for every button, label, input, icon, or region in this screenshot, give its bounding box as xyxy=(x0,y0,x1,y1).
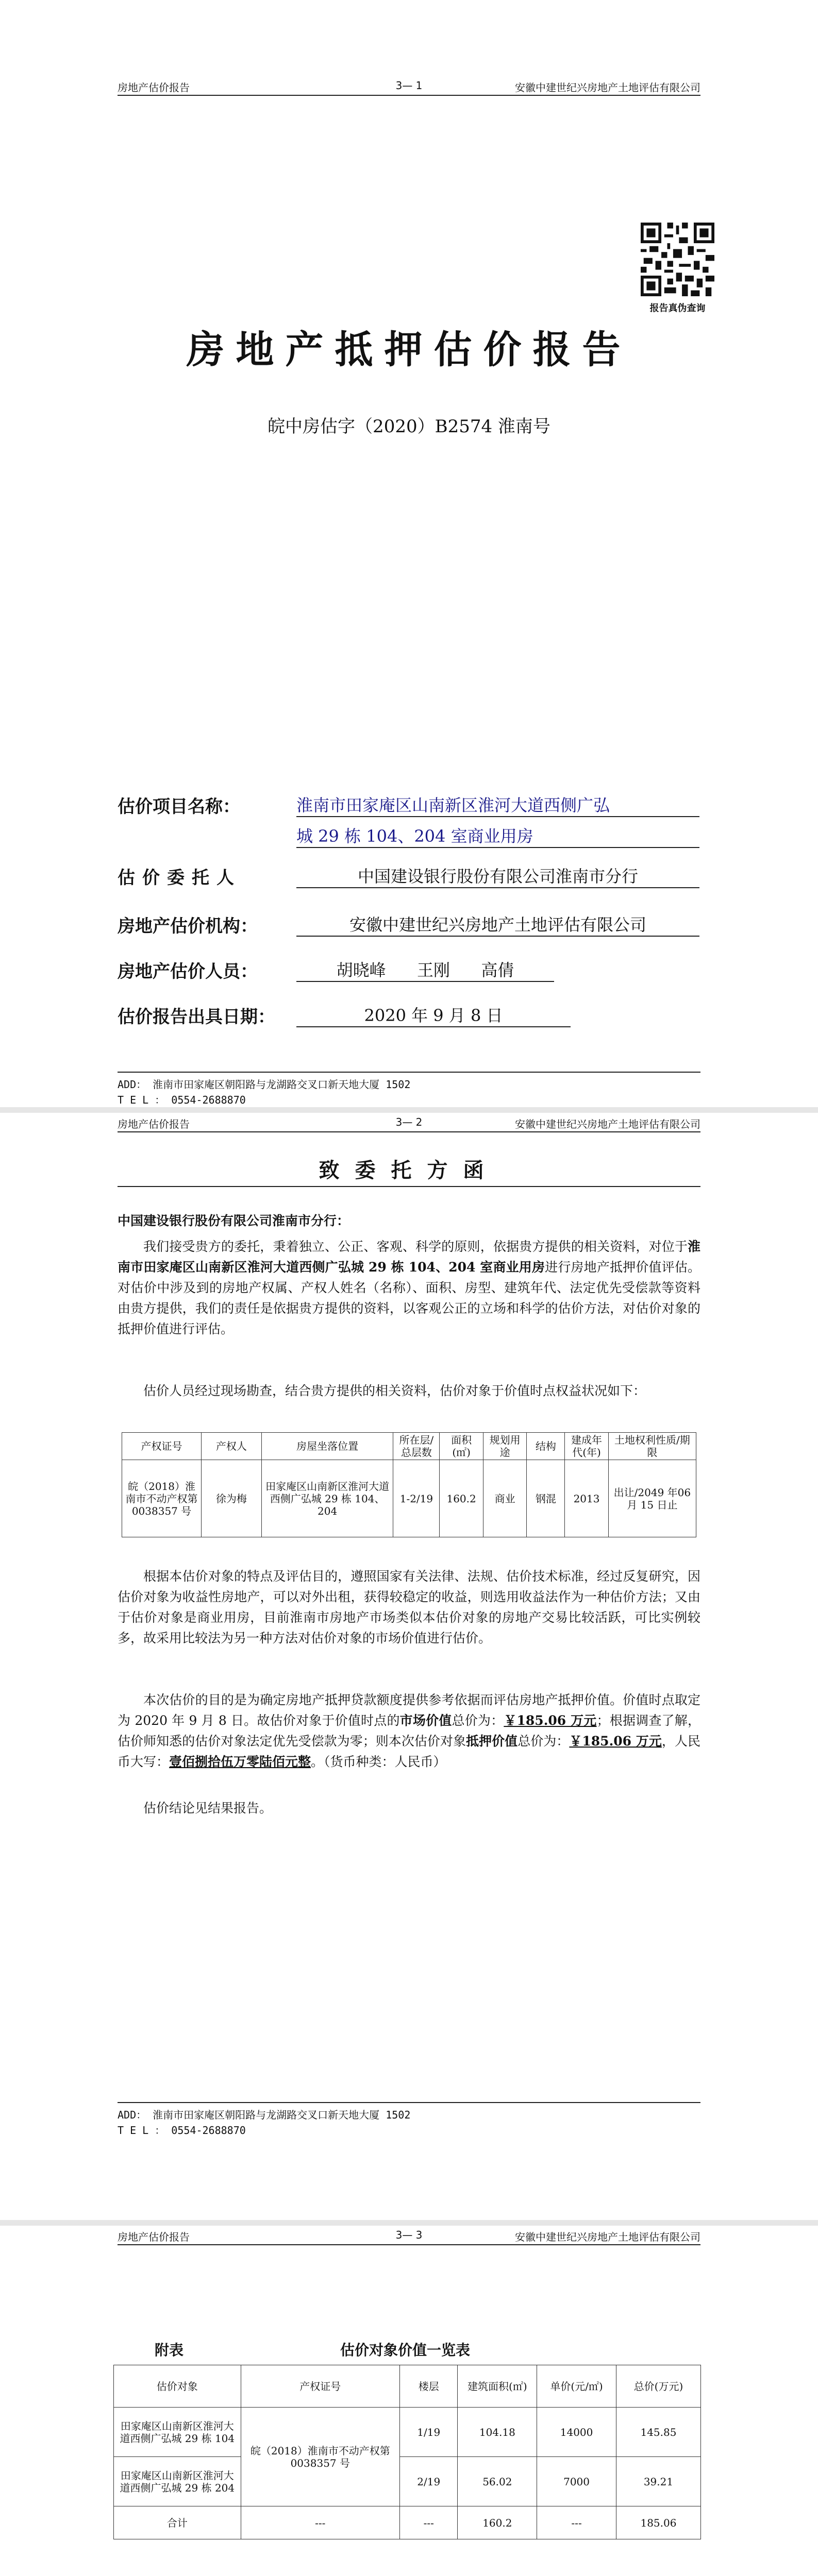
header-right: 安徽中建世纪兴房地产土地评估有限公司 xyxy=(515,1118,700,1130)
table-cell: 商业 xyxy=(483,1460,527,1537)
table-cell: 田家庵区山南新区淮河大道西侧广弘城 29 栋 204 xyxy=(114,2457,241,2506)
project-value-line2: 城 29 栋 104、204 室商业用房 xyxy=(296,823,699,848)
table-cell: 徐为梅 xyxy=(202,1460,262,1537)
running-header xyxy=(118,1116,700,1132)
letter-paragraph-5: 估价结论见结果报告。 xyxy=(143,1801,273,1816)
table-cell: 皖（2018）淮南市不动产权第 0038357 号 xyxy=(241,2408,399,2506)
column-header: 建筑面积(㎡) xyxy=(458,2365,537,2408)
table-cell: 2013 xyxy=(565,1460,609,1537)
table-cell: 104.18 xyxy=(458,2408,537,2457)
qr-code-icon[interactable] xyxy=(641,223,714,296)
letter-recipient: 中国建设银行股份有限公司淮南市分行： xyxy=(118,1213,350,1228)
table-cell: 1-2/19 xyxy=(393,1460,440,1537)
table-cell: 合计 xyxy=(114,2506,241,2539)
page-footer xyxy=(118,2102,700,2138)
paragraph-text: 进行房地产抵押价值评估。对估价中涉及到的房地产权属、产权人姓名（名称）、面积、房型、建筑年代、法定优先受偿款等资料由贵方提供，我们的责任是依据贵方提供的资料，以客观公正的立场和科学的估价方法，对估价对象的抵押价值进行评估。 xyxy=(118,1260,700,1336)
page-letter xyxy=(0,1113,818,2220)
paragraph-text: 本次估价的目的是为确定房地产抵押贷款额度提供参考依据而评估房地产抵押价值。价值时点取定为 2020 年 9 月 8 日。故估价对象于价值时点的 xyxy=(118,1692,700,1728)
table-cell: --- xyxy=(537,2506,616,2539)
table-cell: 39.21 xyxy=(616,2457,700,2506)
table-row xyxy=(122,1460,696,1537)
page-cover xyxy=(0,0,818,1107)
project-row xyxy=(118,792,240,818)
summary-table-title: 估价对象价值一览表 xyxy=(340,2342,471,2359)
mortgage-value-label: 抵押价值 xyxy=(466,1734,518,1749)
footer-address: ADD： 淮南市田家庵区朝阳路与龙湖路交叉口新天地大厦 1502 xyxy=(118,2109,411,2121)
project-label: 估价项目名称： xyxy=(118,796,240,817)
letter-paragraph-4 xyxy=(118,1690,700,1772)
client-label: 估价委托人 xyxy=(118,868,241,888)
column-header: 估价对象 xyxy=(114,2365,241,2408)
qr-caption: 报告真伪查询 xyxy=(649,303,706,314)
column-header: 房屋坐落位置 xyxy=(261,1433,393,1460)
paragraph-text: 总价为： xyxy=(452,1713,504,1728)
letter-paragraph-3: 根据本估价对象的特点及评估目的，遵照国家有关法律、法规、估价技术标准，经过反复研究，因估价对象为收益性房地产，可以对外出租，获得较稳定的收益，则选用收益法作为一种估价方法；又由于估价对象是商业用房，目前淮南市房地产市场类似本估价对象的房地产交易比较活跃，可比实例较多，故采用比较法为另一种方法对估价对象的市场价值进行估价。 xyxy=(118,1569,700,1646)
date-label: 估价报告出具日期： xyxy=(118,1007,275,1027)
column-header: 单价(元/㎡) xyxy=(537,2365,616,2408)
rights-table xyxy=(122,1432,696,1537)
appraiser-name: 王刚 xyxy=(416,960,450,980)
header-left: 房地产估价报告 xyxy=(118,81,190,94)
table-cell: 14000 xyxy=(537,2408,616,2457)
table-cell: 皖（2018）淮南市不动产权第0038357 号 xyxy=(122,1460,202,1537)
table-header-row xyxy=(114,2365,701,2408)
running-header xyxy=(118,2229,700,2245)
paragraph-text: ；根据调查了解，估价师知悉的估价对象法定优先受偿款为零；则本次估价对象 xyxy=(118,1713,700,1749)
table-cell: 160.2 xyxy=(458,2506,537,2539)
property-address: 淮南市田家庵区山南新区淮河大道西侧广弘城 29 栋 104、204 室商业用房 xyxy=(118,1239,700,1275)
table-cell: 出让/2049 年06 月 15 日止 xyxy=(608,1460,696,1537)
column-header: 楼层 xyxy=(400,2365,458,2408)
page-summary xyxy=(0,2226,818,2576)
header-left: 房地产估价报告 xyxy=(118,2231,190,2243)
footer-address: ADD： 淮南市田家庵区朝阳路与龙湖路交叉口新天地大厦 1502 xyxy=(118,1078,411,1091)
table-cell: 160.2 xyxy=(440,1460,483,1537)
header-right: 安徽中建世纪兴房地产土地评估有限公司 xyxy=(515,81,700,94)
appraiser-name: 高倩 xyxy=(481,960,514,980)
column-header: 结构 xyxy=(527,1433,565,1460)
appendix-label: 附表 xyxy=(155,2342,184,2359)
table-cell: 1/19 xyxy=(400,2408,458,2457)
market-value-amount: ￥185.06 万元 xyxy=(504,1713,597,1728)
paragraph-text: 我们接受贵方的委托，秉着独立、公正、客观、科学的原则，依据贵方提供的相关资料，对位于 xyxy=(143,1239,688,1254)
table-row xyxy=(114,2457,701,2506)
table-cell: 145.85 xyxy=(616,2408,700,2457)
summary-table xyxy=(113,2365,701,2539)
table-cell: 田家庵区山南新区淮河大道西侧广弘城 29 栋 104 xyxy=(114,2408,241,2457)
table-cell: 田家庵区山南新区淮河大道西侧广弘城 29 栋 104、204 xyxy=(261,1460,393,1537)
appraisers-label: 房地产估价人员： xyxy=(118,961,258,982)
column-header: 产权证号 xyxy=(241,2365,399,2408)
letter-paragraph-2: 估价人员经过现场勘查，结合贵方提供的相关资料，估价对象于价值时点权益状况如下： xyxy=(143,1383,646,1398)
table-cell: 2/19 xyxy=(400,2457,458,2506)
report-title: 房地产抵押估价报告 xyxy=(186,328,632,372)
date-value: 2020 年 9 月 8 日 xyxy=(296,1003,571,1027)
table-cell: 7000 xyxy=(537,2457,616,2506)
letter-heading: 致委托方函 xyxy=(319,1158,499,1182)
project-value-line1: 淮南市田家庵区山南新区淮河大道西侧广弘 xyxy=(296,792,699,817)
page-number: 3— 3 xyxy=(395,2229,423,2241)
table-total-row xyxy=(114,2506,701,2539)
table-cell: 56.02 xyxy=(458,2457,537,2506)
table-cell: --- xyxy=(400,2506,458,2539)
paragraph-text: 。（货币种类：人民币） xyxy=(311,1754,446,1769)
paragraph-text: ，人民币大写： xyxy=(118,1734,700,1769)
market-value-label: 市场价值 xyxy=(399,1713,452,1728)
column-header: 产权证号 xyxy=(122,1433,202,1460)
letter-paragraph-1 xyxy=(118,1236,700,1340)
column-header: 总价(万元) xyxy=(616,2365,700,2408)
paragraph-text: 总价为： xyxy=(517,1734,570,1749)
column-header: 面积(㎡) xyxy=(440,1433,483,1460)
table-cell: --- xyxy=(241,2506,399,2539)
footer-tel: T E L ： 0554-2688870 xyxy=(118,2124,246,2137)
header-right: 安徽中建世纪兴房地产土地评估有限公司 xyxy=(515,2231,700,2243)
table-row xyxy=(114,2408,701,2457)
table-cell: 185.06 xyxy=(616,2506,700,2539)
table-cell: 钢混 xyxy=(527,1460,565,1537)
page-footer xyxy=(118,1072,700,1107)
appraisers-value xyxy=(296,957,554,982)
page-number: 3— 2 xyxy=(395,1116,423,1128)
table-header-row xyxy=(122,1433,696,1460)
agency-label: 房地产估价机构： xyxy=(118,916,258,937)
agency-value: 安徽中建世纪兴房地产土地评估有限公司 xyxy=(296,912,699,937)
header-left: 房地产估价报告 xyxy=(118,1118,190,1130)
footer-tel: T E L ： 0554-2688870 xyxy=(118,1094,246,1106)
page-number: 3— 1 xyxy=(395,79,423,92)
column-header: 产权人 xyxy=(202,1433,262,1460)
mortgage-value-amount: ￥185.06 万元 xyxy=(569,1734,662,1749)
appraiser-name: 胡晓峰 xyxy=(336,960,386,980)
mortgage-value-uppercase: 壹佰捌拾伍万零陆佰元整 xyxy=(169,1754,311,1769)
client-value: 中国建设银行股份有限公司淮南市分行 xyxy=(296,863,699,888)
column-header: 规划用途 xyxy=(483,1433,527,1460)
column-header: 所在层/总层数 xyxy=(393,1433,440,1460)
document-number: 皖中房估字（2020）B2574 淮南号 xyxy=(268,416,550,437)
running-header xyxy=(118,79,700,96)
heading-rule xyxy=(118,1186,700,1187)
column-header: 建成年代(年) xyxy=(565,1433,609,1460)
column-header: 土地权利性质/期限 xyxy=(608,1433,696,1460)
